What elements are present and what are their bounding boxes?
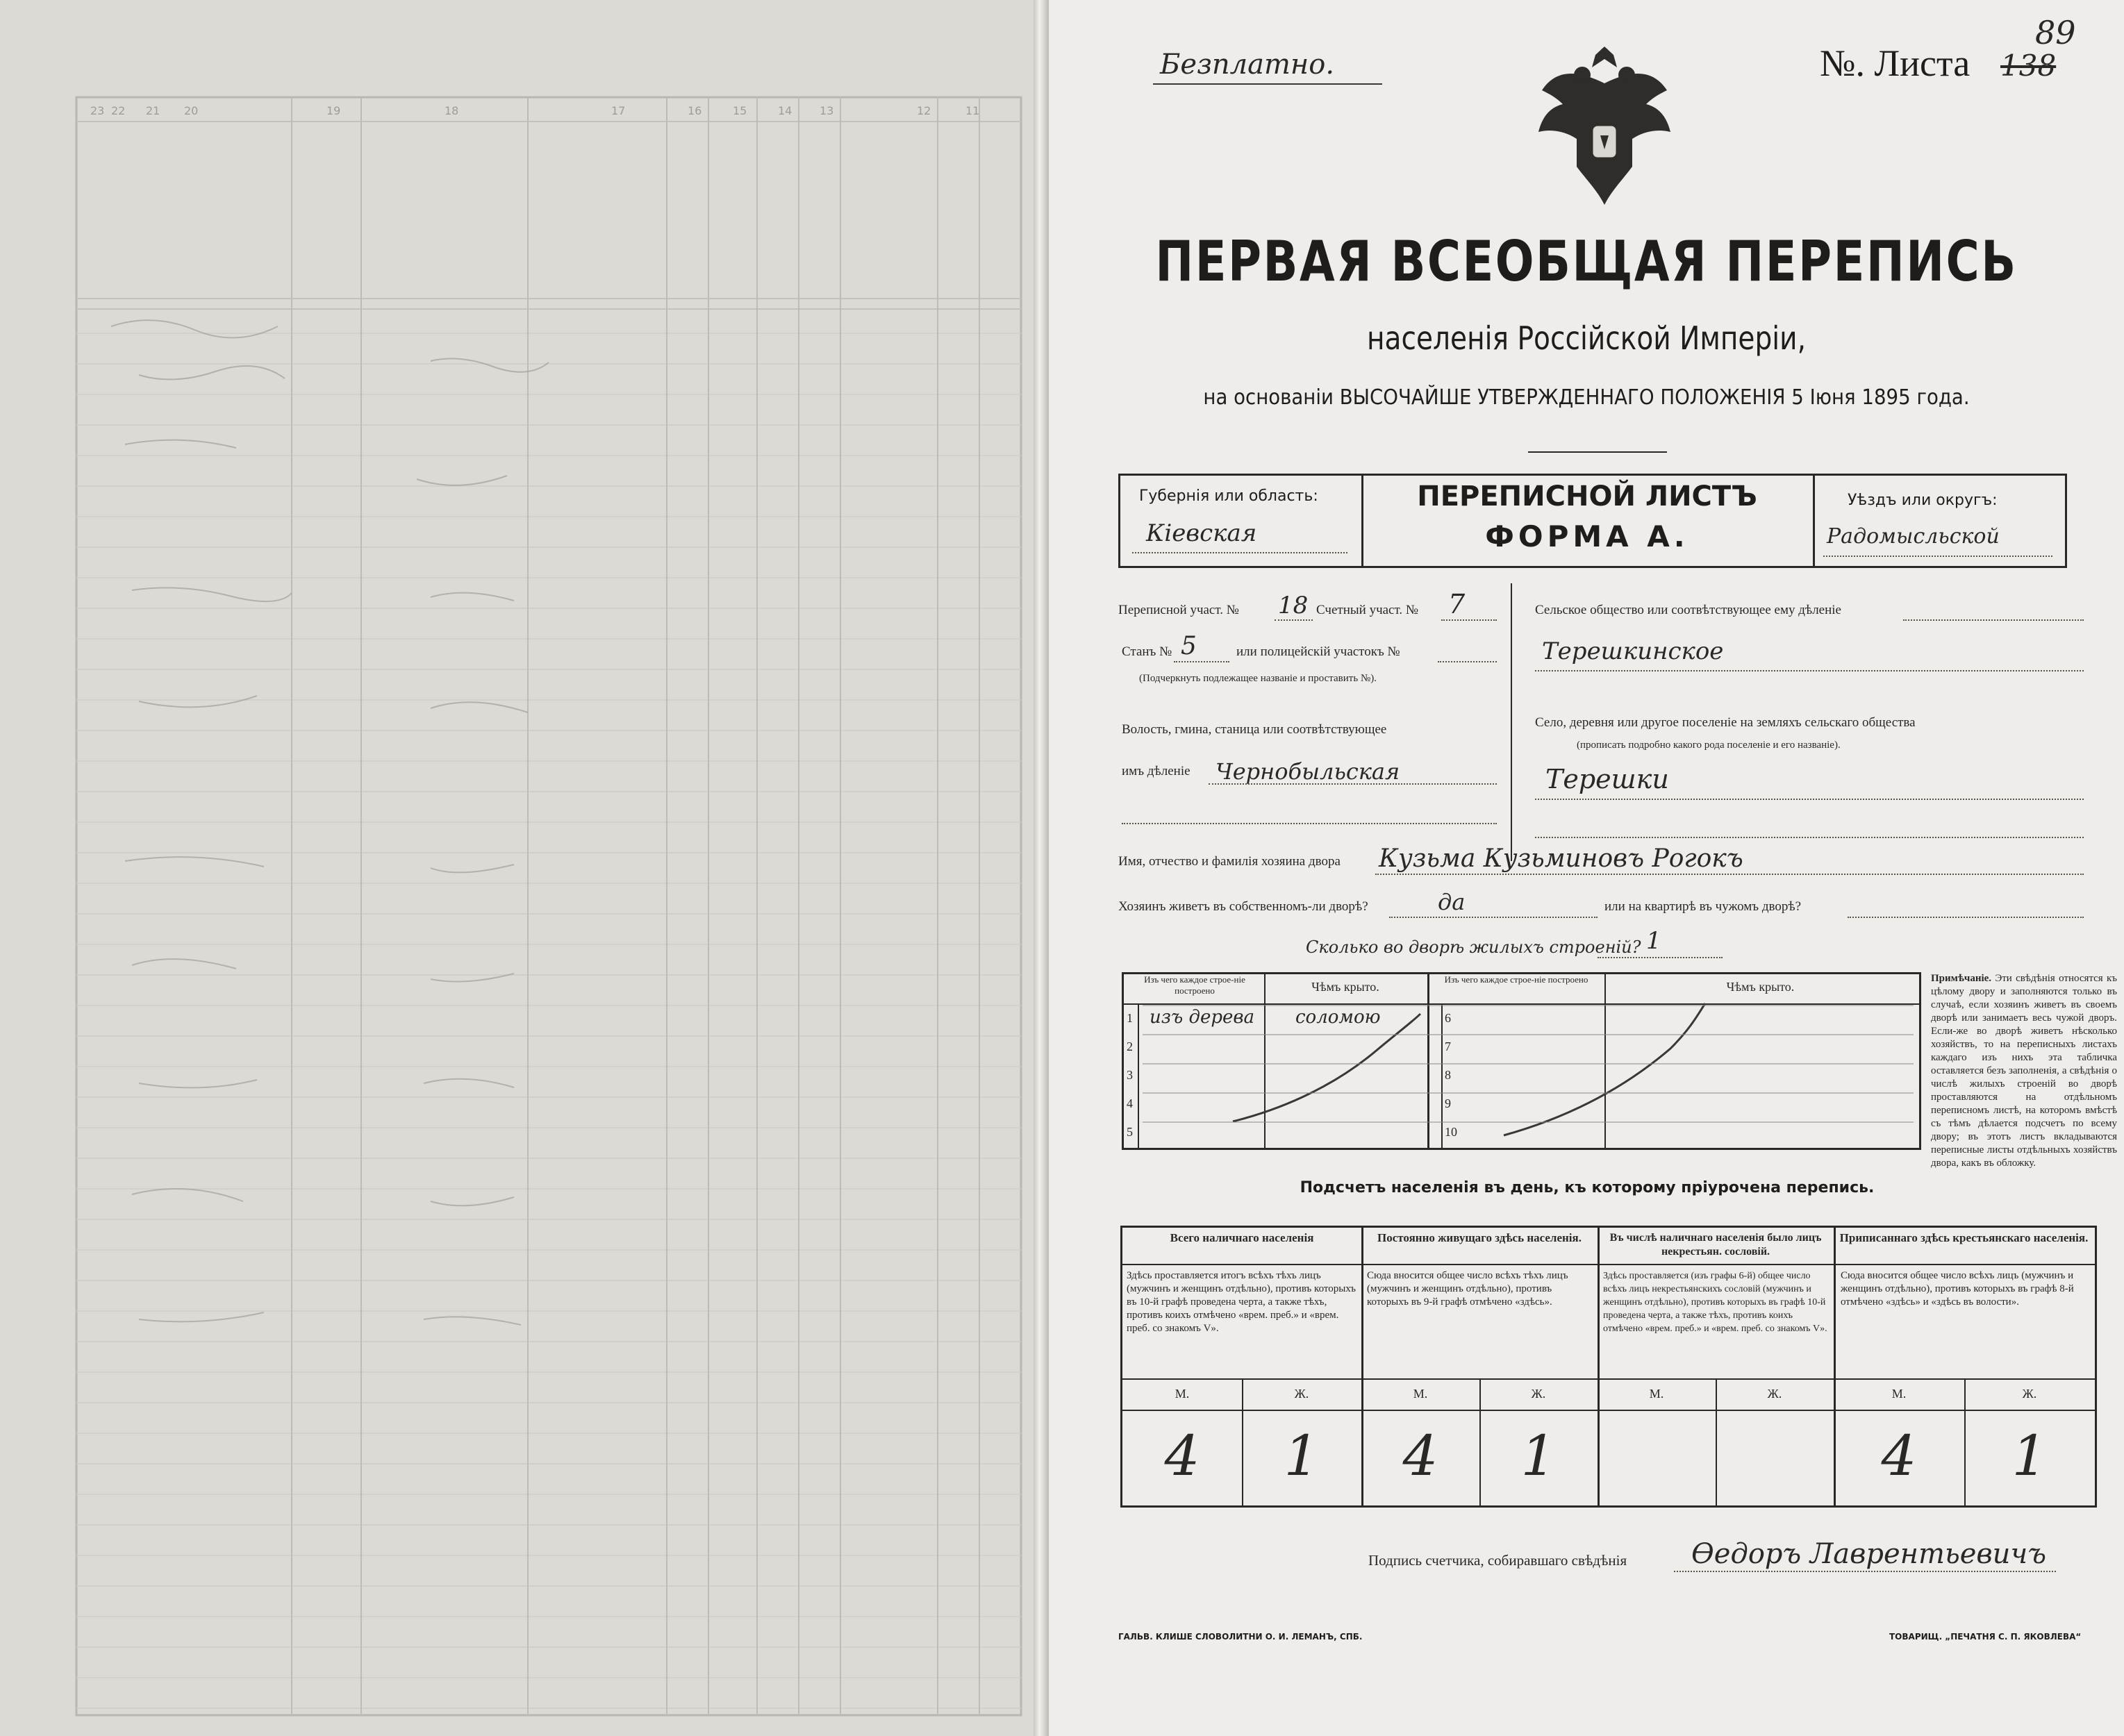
left-page-column-number: 13 (820, 104, 834, 117)
tally-total-female: 1 (1284, 1424, 1320, 1488)
tally-f-label: Ж. (2022, 1387, 2037, 1401)
left-page-column-number: 12 (917, 104, 931, 117)
document-legal-basis: на основаніи ВЫСОЧАЙШЕ УТВЕРЖДЕННАГО ПОЛОЖЕНІЯ 5 Іюня 1895 года. (1203, 385, 1970, 410)
building-1-roof: соломою (1295, 1007, 1381, 1028)
tally-permanent-female: 1 (1520, 1424, 1557, 1488)
rural-society-value: Терешкинское (1542, 637, 1724, 665)
sheet-number-struck: 138 (2000, 49, 2057, 83)
counter-signature: Өедоръ Лаврентьевичъ (1691, 1538, 2046, 1570)
note-title: Примѣчаніе. (1931, 973, 1992, 984)
building-row-num: 10 (1445, 1125, 1457, 1139)
village-value: Терешки (1545, 764, 1669, 794)
census-form-page (1049, 0, 2124, 1736)
form-title: ПЕРЕПИСНОЙ ЛИСТЪ (1417, 481, 1757, 512)
left-page-column-number: 17 (611, 104, 626, 117)
form-type: ФОРМА А. (1485, 519, 1689, 553)
document-title: ПЕРВАЯ ВСЕОБЩАЯ ПЕРЕПИСЬ (1155, 229, 2018, 294)
material-col-header: Изъ чего каждое строе-ніе построено (1144, 974, 1245, 996)
left-page-column-number: 20 (184, 104, 199, 117)
left-page-column-number: 18 (445, 104, 459, 117)
tally-m-label: М. (1413, 1387, 1428, 1401)
tally-m-label: М. (1891, 1387, 1907, 1401)
rented-label: или на квартирѣ въ чужомъ дворѣ? (1604, 899, 1802, 914)
census-section-value: 18 (1278, 592, 1309, 619)
page-fold (1034, 0, 1049, 1736)
volost-label: Волость, гмина, станица или соотвѣтствующее (1122, 722, 1387, 737)
left-page-grid (0, 0, 1034, 1736)
building-row-num: 4 (1127, 1096, 1133, 1110)
building-row-num: 9 (1445, 1096, 1451, 1110)
roof-col-header-2: Чѣмъ крыто. (1726, 980, 1795, 994)
tally-col-1-head: Всего наличнаго населенія (1170, 1231, 1314, 1244)
tally-col-2-head: Постоянно живущаго здѣсь населенія. (1377, 1231, 1582, 1244)
own-house-label: Хозяинъ живетъ въ собственномъ-ли дворѣ? (1118, 899, 1368, 914)
tally-col-1-desc: Здѣсь проставляется итогъ всѣхъ тѣхъ лицъ (мужчинъ и женщинъ отдѣльно), противъ которыхъ въ 10-й графѣ проведена черта, а также тѣхъ, противъ коихъ отмѣчено «врем. преб.» и «врем. преб. со знакомъ V». (1127, 1270, 1356, 1334)
census-section-label: Переписной участ. № (1118, 603, 1239, 617)
tally-registered-female: 1 (2011, 1424, 2048, 1488)
building-row-num: 8 (1445, 1068, 1451, 1082)
count-section-value: 7 (1448, 589, 1466, 619)
tally-m-label: М. (1649, 1387, 1664, 1401)
signature-label: Подпись счетчика, собиравшаго свѣдѣнія (1368, 1552, 1627, 1569)
left-page-column-number: 15 (733, 104, 747, 117)
building-row-num: 3 (1127, 1068, 1133, 1082)
free-label: Безплатно. (1160, 49, 1335, 81)
stan-note: (Подчеркнуть подлежащее названіе и проставить №). (1139, 673, 1377, 684)
buildings-label: Сколько во дворѣ жилыхъ строеній? (1306, 937, 1641, 957)
document-subtitle: населенія Россійской Имперіи, (1366, 319, 1807, 357)
typography-imprint-right: ТОВАРИЩ. „ПЕЧАТНЯ С. П. ЯКОВЛЕВА“ (1889, 1632, 2082, 1642)
left-page-column-number: 22 (111, 104, 126, 117)
tally-title: Подсчетъ населенія въ день, къ которому пріурочена перепись. (1300, 1179, 1875, 1196)
left-page-column-number: 21 (146, 104, 160, 117)
building-row-num: 1 (1127, 1011, 1133, 1025)
stan-label: Станъ № (1122, 644, 1172, 659)
building-row-num: 2 (1127, 1040, 1133, 1053)
building-row-num: 7 (1445, 1040, 1451, 1053)
sheet-number-label: №. Листа (1820, 42, 1970, 84)
gubernia-value: Кіевская (1146, 519, 1257, 547)
tally-col-3-head: Въ числѣ наличнаго населенія было лицъ некрестьян. сословій. (1609, 1232, 1822, 1258)
uezd-value: Радомысльской (1827, 524, 2000, 549)
owner-value: Кузьма Кузьминовъ Рогокъ (1379, 844, 1743, 873)
archive-number: 89 (2035, 14, 2076, 51)
tally-permanent-male: 4 (1402, 1424, 1438, 1488)
left-page-column-number: 23 (90, 104, 105, 117)
village-label: Село, деревня или другое поселеніе на земляхъ сельскаго общества (1535, 715, 1916, 730)
left-page-column-number: 11 (965, 104, 980, 117)
building-1-material: изъ дерева (1150, 1007, 1255, 1028)
typography-imprint-left: ГАЛЬВ. КЛИШЕ СЛОВОЛИТНИ О. И. ЛЕМАНЪ, СПБ. (1118, 1632, 1363, 1642)
volost-value: Чернобыльская (1216, 758, 1400, 785)
uezd-label: Уѣздъ или округъ: (1848, 492, 1998, 509)
police-label: или полицейскій участокъ № (1236, 644, 1400, 659)
tally-registered-male: 4 (1881, 1424, 1917, 1488)
own-house-value: да (1438, 889, 1466, 915)
tally-m-label: М. (1175, 1387, 1190, 1401)
volost-label-2: имъ дѣленіе (1122, 764, 1190, 778)
buildings-value: 1 (1646, 927, 1661, 955)
gubernia-label: Губернія или область: (1139, 487, 1318, 505)
left-page-column-number: 14 (778, 104, 793, 117)
double-headed-eagle-emblem (1528, 42, 1681, 215)
building-row-num: 6 (1445, 1011, 1451, 1025)
rural-society-label: Сельское общество или соотвѣтствующее ему дѣленіе (1535, 603, 1841, 617)
buildings-note (1931, 972, 2117, 1170)
count-section-label: Счетный участ. № (1316, 603, 1418, 617)
tally-col-4-head: Приписаннаго здѣсь крестьянскаго населенія. (1839, 1231, 2089, 1244)
tally-total-male: 4 (1164, 1424, 1200, 1488)
owner-label: Имя, отчество и фамилія хозяина двора (1118, 854, 1341, 869)
left-page-column-number: 16 (688, 104, 702, 117)
tally-f-label: Ж. (1531, 1387, 1546, 1401)
roof-col-header: Чѣмъ крыто. (1311, 980, 1379, 994)
tally-col-2-desc: Сюда вносится общее число всѣхъ тѣхъ лицъ (мужчинъ и женщинъ отдѣльно), противъ которыхъ въ 9-й графѣ отмѣчено «здѣсь». (1367, 1270, 1568, 1308)
tally-f-label: Ж. (1294, 1387, 1309, 1401)
material-col-header-2: Изъ чего каждое строе-ніе построено (1444, 974, 1588, 985)
tally-col-3-desc: Здѣсь проставляется (изъ графы 6-й) общее число всѣхъ лицъ некрестьянскихъ сословій (мужчинъ и женщинъ отдѣльно), противъ которыхъ въ графѣ 10-й проведена черта, а также тѣхъ, противъ коихъ отмѣчено «врем. преб.» и «врем. преб. со знакомъ V». (1603, 1271, 1827, 1334)
left-page-column-number: 19 (326, 104, 341, 117)
stan-value: 5 (1181, 632, 1197, 660)
village-note: (прописать подробно какого рода поселеніе и его названіе). (1577, 740, 1841, 751)
left-page (0, 0, 1034, 1736)
building-row-num: 5 (1127, 1125, 1133, 1139)
buildings-strike-marks (1122, 972, 1920, 1150)
note-text: Эти свѣдѣнія относятся къ цѣлому двору и заполняются только въ случаѣ, если хозяинъ живетъ въ своемъ дворѣ или занимаетъ весь чужой дворъ. Если-же во дворѣ живетъ нѣсколько хозяйствъ, то на переписныхъ листахъ каждаго изъ нихъ эта табличка оставляется безъ заполненія, а свѣдѣнія о числѣ жилыхъ строеній во дворѣ проставляются на отдѣльномъ переписномъ листѣ, на которомъ вмѣстѣ съ тѣмъ дѣлается подсчетъ по всему двору; въ этотъ листъ вкладываются переписные листы отдѣльныхъ хозяйствъ двора, какъ въ обложку. (1931, 973, 2117, 1169)
tally-f-label: Ж. (1767, 1387, 1782, 1401)
tally-col-4-desc: Сюда вносится общее число всѣхъ лицъ (мужчинъ и женщинъ отдѣльно), противъ которыхъ въ графѣ 8-й отмѣчено «здѣсь» и «здѣсь въ волости». (1841, 1270, 2074, 1308)
